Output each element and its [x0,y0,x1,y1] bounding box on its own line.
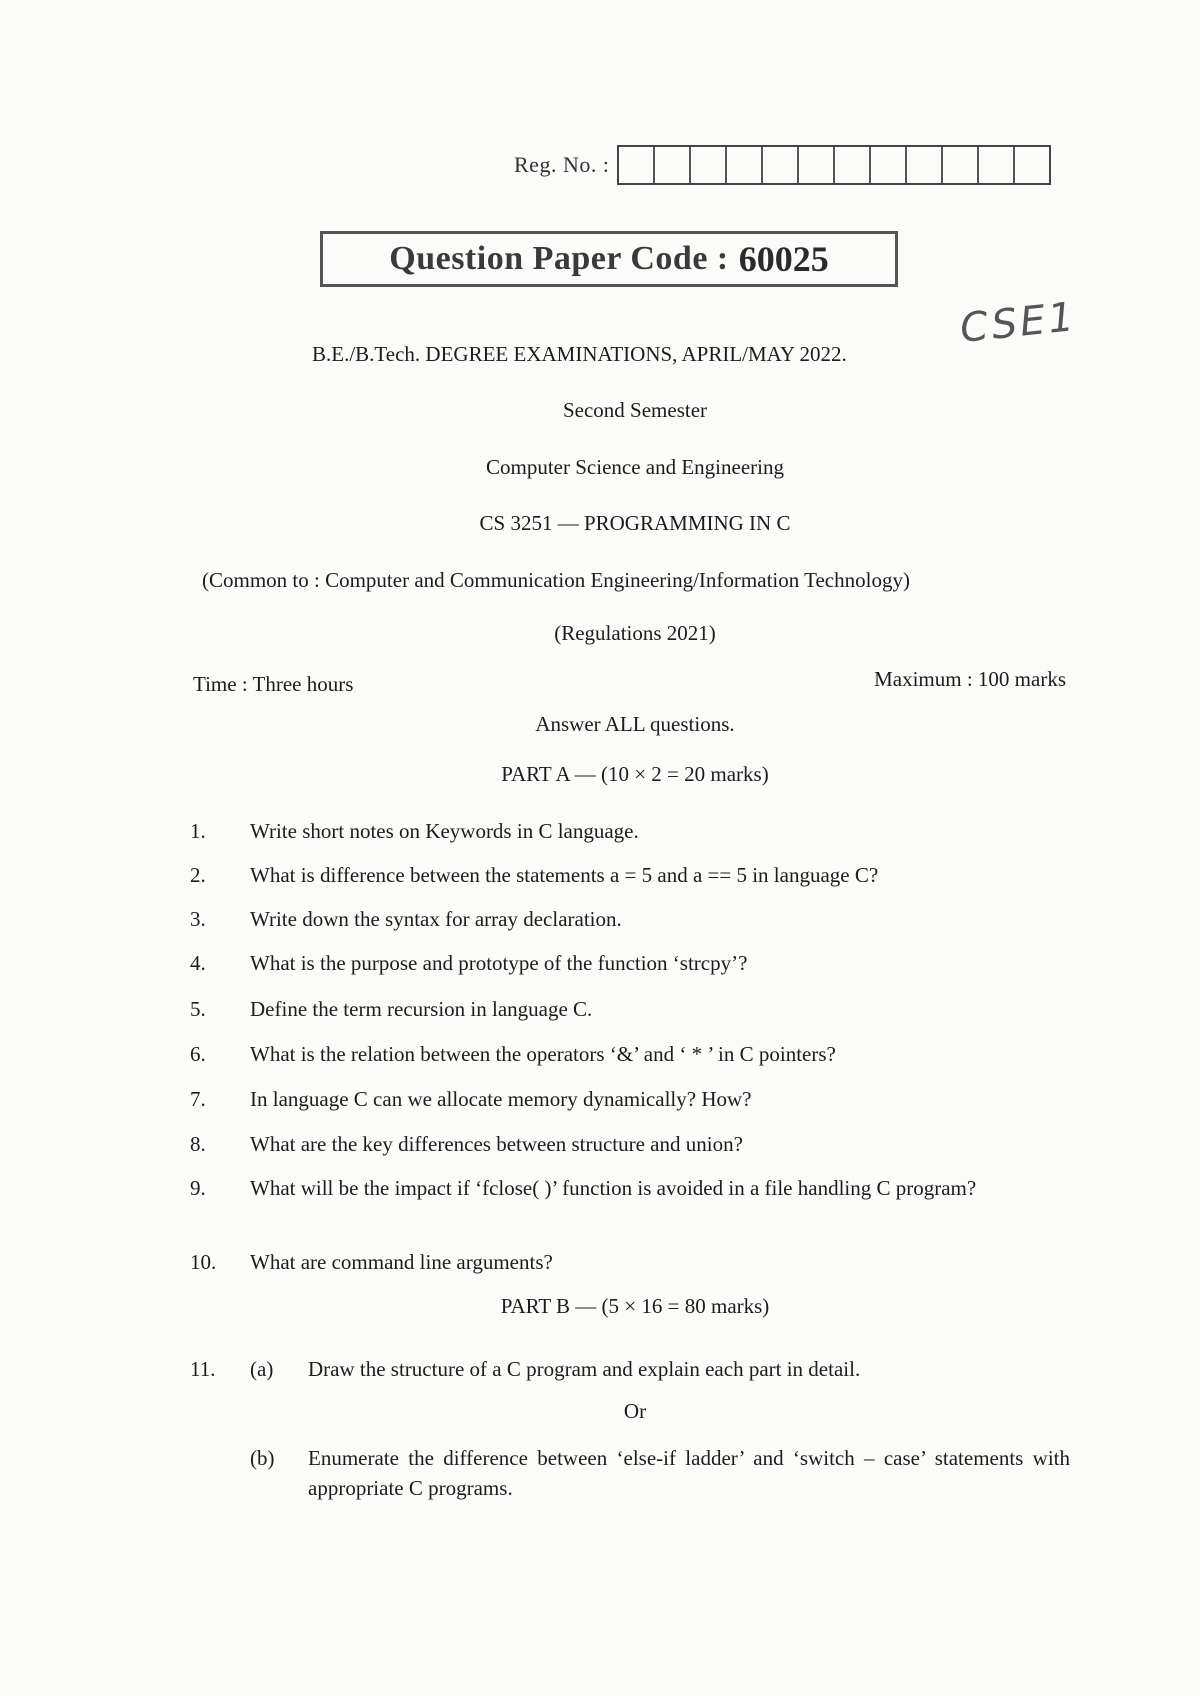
question-item: 8. What are the key differences between structure and union? [190,1132,743,1156]
or-separator: Or [623,1399,647,1423]
question-11a: 11. (a) Draw the structure of a C program and explain each part in detail. [190,1357,861,1381]
semester: Second Semester [562,398,708,422]
regulations: (Regulations 2021) [554,621,716,645]
reg-number-box [871,147,907,183]
question-item: 4. What is the purpose and prototype of the function ‘strcpy’? [190,951,748,975]
common-to: (Common to : Computer and Communication Engineering/Information Technology) [202,568,910,592]
reg-number-box [943,147,979,183]
reg-number-field [514,145,1051,185]
reg-number-box [655,147,691,183]
question-item: 2. What is difference between the statements a = 5 and a == 5 in language C? [190,863,879,887]
reg-number-box [907,147,943,183]
exam-title: B.E./B.Tech. DEGREE EXAMINATIONS, APRIL/MAY 2022. [312,342,847,366]
time-allowed: Time : Three hours [193,672,354,696]
part-a-heading: PART A — (10 × 2 = 20 marks) [501,762,769,786]
reg-number-box [691,147,727,183]
instruction: Answer ALL questions. [535,712,735,736]
question-paper-code-label: Question Paper Code : [389,240,729,277]
question-11b: (b) Enumerate the difference between ‘else-if ladder’ and ‘switch – case’ statements with appropriate C programs. [250,1446,1070,1500]
question-item: 10. What are command line arguments? [190,1250,553,1274]
reg-number-box [799,147,835,183]
reg-number-box [1015,147,1049,183]
question-item: 9. What will be the impact if ‘fclose( )’ function is avoided in a file handling C program? [190,1176,977,1200]
reg-number-box [727,147,763,183]
course-title: CS 3251 — PROGRAMMING IN C [479,511,791,535]
reg-number-box [835,147,871,183]
question-item: 1. Write short notes on Keywords in C language. [190,819,639,843]
reg-number-box [763,147,799,183]
question-item: 6. What is the relation between the operators ‘&’ and ‘ * ’ in C pointers? [190,1042,836,1066]
department: Computer Science and Engineering [486,455,784,479]
question-item: 7. In language C can we allocate memory dynamically? How? [190,1087,752,1111]
question-paper-code-box [320,231,898,287]
maximum-marks: Maximum : 100 marks [874,667,1066,691]
reg-number-box [619,147,655,183]
reg-number-box [979,147,1015,183]
part-b-heading: PART B — (5 × 16 = 80 marks) [500,1294,770,1318]
question-item: 3. Write down the syntax for array declaration. [190,907,622,931]
reg-number-label: Reg. No. : [514,152,610,177]
question-paper-code: 60025 [738,239,829,279]
handwritten-note: CSE1 [957,294,1079,352]
reg-number-boxes [617,145,1051,185]
question-item: 5. Define the term recursion in language C. [190,997,593,1021]
